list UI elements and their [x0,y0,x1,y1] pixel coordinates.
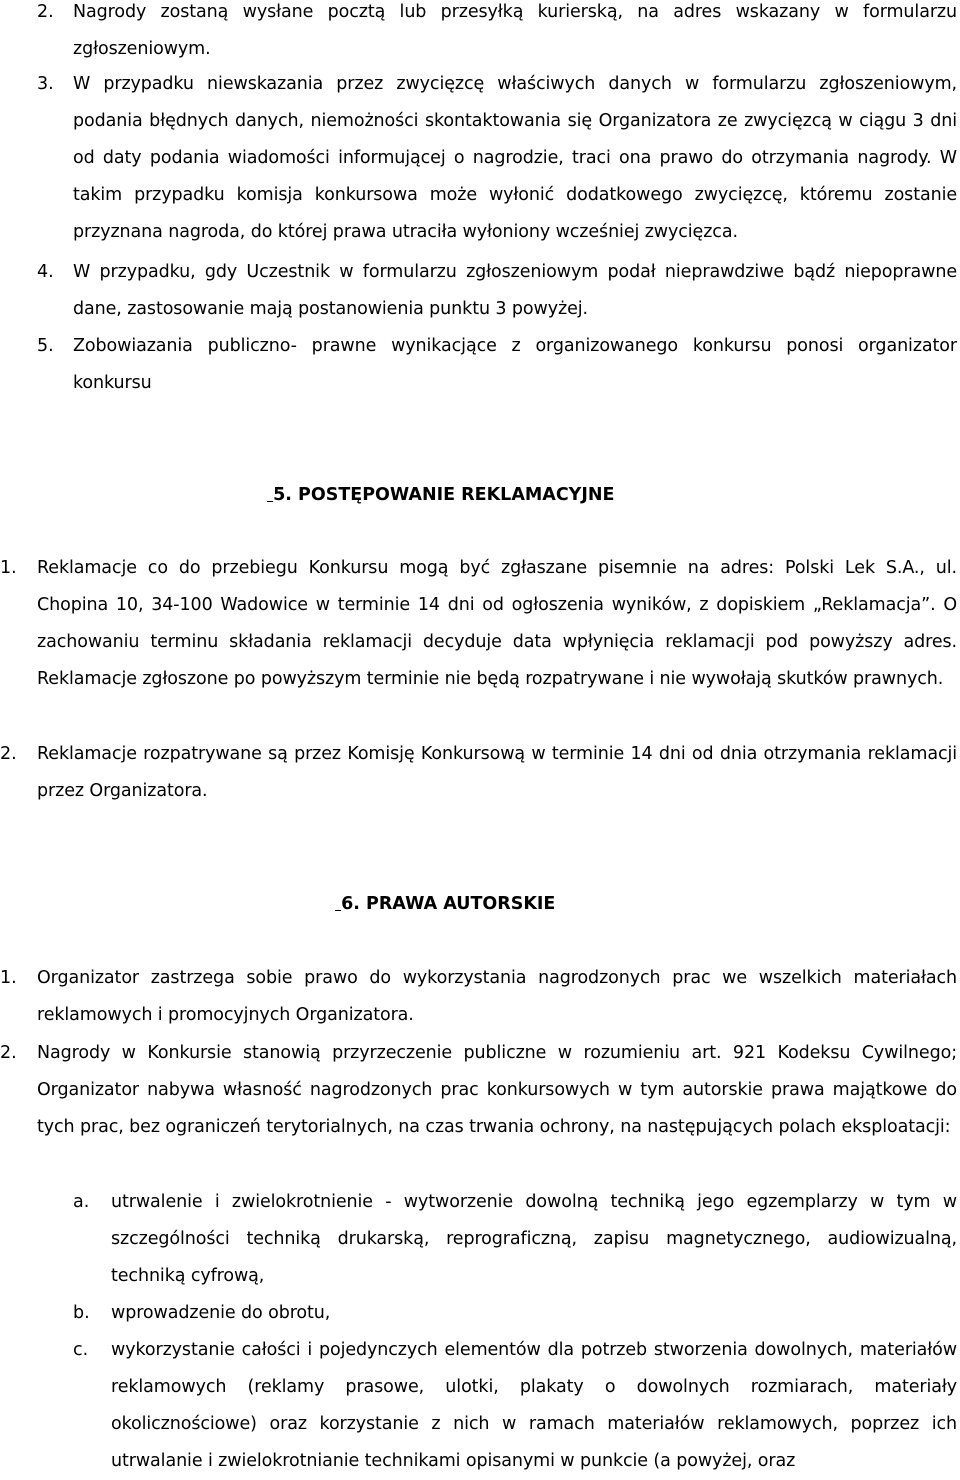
list-number: 2. [0,1043,17,1063]
sublist-letter: a. [73,1192,90,1212]
list-number: 2. [0,744,17,764]
sublist-item-text: wprowadzenie do obrotu, [111,1303,331,1323]
section-title: 5. POSTĘPOWANIE REKLAMACYJNE [273,485,615,505]
list-number: 1. [0,558,17,578]
section-heading [267,477,614,514]
section-heading [335,886,555,923]
list-number: 3. [37,74,54,94]
list-item-text: Nagrody w Konkursie stanowią przyrzeczenie publiczne w rozumieniu art. 921 Kodeksu Cywilnego; Organizator nabywa własność nagrodzonych prac konkursowych w tym autorskie prawa majątkowe do tych prac, bez ograniczeń terytorialnych, na czas trwania ochrony, na następujących polach eksploatacji: [37,1043,957,1137]
list-number: 1. [0,968,17,988]
list-item-text: W przypadku, gdy Uczestnik w formularzu zgłoszeniowym podał nieprawdziwe bądź niepoprawne dane, zastosowanie mają postanowienia punktu 3 powyżej. [73,262,957,319]
list-item-text: W przypadku niewskazania przez zwycięzcę właściwych danych w formularzu zgłoszeniowym, podania błędnych danych, niemożności skontaktowania się Organizatora ze zwycięzcą w ciągu 3 dni od daty podania wiadomości informującej o nagrodzie, traci ona prawo do otrzymania nagrody. W takim przypadku komisja konkursowa może wyłonić dodatkowego zwycięzcę, któremu zostanie przyznana nagroda, do której prawa utraciła wyłoniony wcześniej zwycięzca. [73,74,957,242]
list-number: 2. [37,2,54,22]
section-title: 6. PRAWA AUTORSKIE [341,894,556,914]
list-number: 5. [37,336,54,356]
list-item-text: Reklamacje rozpatrywane są przez Komisję Konkursową w terminie 14 dni od dnia otrzymania reklamacji przez Organizatora. [37,744,957,801]
list-item-text: Nagrody zostaną wysłane pocztą lub przesyłką kurierską, na adres wskazany w formularzu zgłoszeniowym. [73,2,957,59]
list-item-text: Organizator zastrzega sobie prawo do wykorzystania nagrodzonych prac we wszelkich materiałach reklamowych i promocyjnych Organizatora. [37,968,957,1025]
list-item-text: Zobowiazania publiczno- prawne wynikacjące z organizowanego konkursu ponosi organizator konkursu [73,336,957,393]
list-item-text: Reklamacje co do przebiegu Konkursu mogą być zgłaszane pisemnie na adres: Polski Lek S.A., ul. Chopina 10, 34-100 Wadowice w terminie 14 dni od ogłoszenia wyników, z dopiskiem „Reklamacja”. O zachowaniu terminu składania reklamacji decyduje data wpłynięcia reklamacji pod powyższy adres. Reklamacje zgłoszone po powyższym terminie nie będą rozpatrywane i nie wywołają skutków prawnych. [37,558,957,689]
sublist-item-text: utrwalenie i zwielokrotnienie - wytworzenie dowolną techniką jego egzemplarzy w tym w szczególności techniką drukarską, reprograficzną, zapisu magnetycznego, audiowizualną, techniką cyfrową, [111,1192,957,1286]
sublist-letter: b. [73,1303,90,1323]
list-number: 4. [37,262,54,282]
sublist-letter: c. [73,1340,89,1360]
sublist-item-text: wykorzystanie całości i pojedynczych elementów dla potrzeb stworzenia dowolnych, materiałów reklamowych (reklamy prasowe, ulotki, plakaty o dowolnych rozmiarach, materiały okolicznościowe) oraz korzystanie z nich w ramach materiałów reklamowych, poprzez ich utrwalanie i zwielokrotnianie technikami opisanymi w punkcie (a powyżej, oraz [111,1340,957,1471]
